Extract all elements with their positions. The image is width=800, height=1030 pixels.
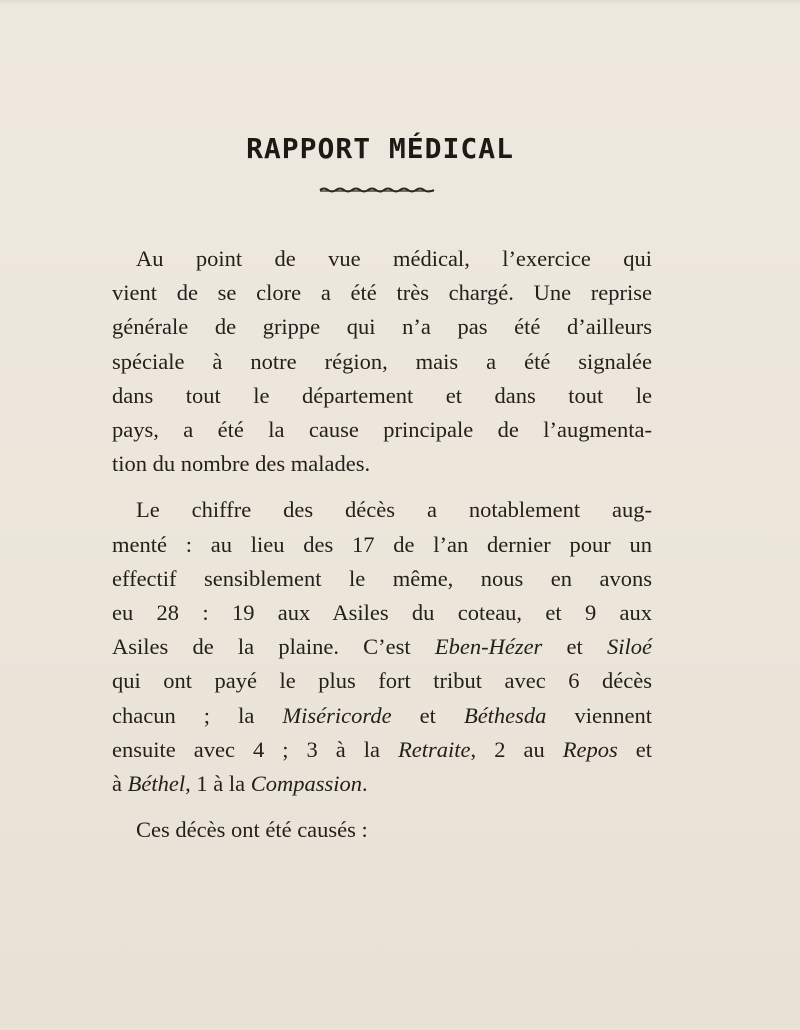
text-run: et bbox=[542, 634, 607, 660]
text-line: effectif sensiblement le même, nous en avons bbox=[112, 565, 652, 591]
text-line: qui ont payé le plus fort tribut avec 6 décès bbox=[112, 668, 652, 694]
text-line: tion du nombre des malades. bbox=[112, 451, 371, 477]
text-line: dans tout le département et dans tout le bbox=[112, 382, 652, 408]
paragraph-1 bbox=[112, 242, 652, 481]
place-name: Siloé bbox=[606, 634, 652, 660]
text-line bbox=[112, 630, 652, 664]
place-name: Miséricorde bbox=[282, 702, 392, 728]
place-name: Repos bbox=[562, 736, 618, 762]
body-text bbox=[112, 242, 652, 859]
page-edge-shadow bbox=[0, 0, 800, 6]
text-line: générale de grippe qui n’a pas été d’ailleurs bbox=[112, 314, 652, 340]
text-run: Asiles de la plaine. C’est bbox=[112, 634, 435, 660]
text-line bbox=[112, 699, 652, 733]
page-title: RAPPORT MÉDICAL bbox=[246, 132, 514, 165]
text-run: et bbox=[391, 702, 464, 728]
text-run: . bbox=[362, 771, 368, 797]
text-run: à bbox=[112, 771, 128, 797]
text-line: vient de se clore a été très chargé. Une reprise bbox=[112, 280, 652, 306]
text-run: viennent bbox=[546, 702, 652, 728]
text-run: , 2 au bbox=[470, 736, 563, 762]
text-run: chacun ; la bbox=[112, 702, 283, 728]
text-line: spéciale à notre région, mais a été signalée bbox=[112, 348, 652, 374]
text-run: et bbox=[617, 736, 652, 762]
place-name: Eben-Hézer bbox=[434, 634, 543, 660]
text-line: pays, a été la cause principale de l’augmenta- bbox=[112, 417, 652, 443]
place-name: Béthesda bbox=[463, 702, 547, 728]
text-line: Le chiffre des décès a notablement aug- bbox=[136, 497, 652, 523]
text-line bbox=[112, 733, 652, 767]
text-run: , 1 à la bbox=[185, 771, 251, 797]
text-line: eu 28 : 19 aux Asiles du coteau, et 9 aux bbox=[112, 600, 652, 626]
place-name: Compassion bbox=[250, 771, 362, 797]
text-line bbox=[112, 767, 652, 801]
text-line: menté : au lieu des 17 de l’an dernier pour un bbox=[112, 531, 652, 557]
text-line: Ces décès ont été causés : bbox=[136, 817, 368, 843]
paragraph-2 bbox=[112, 493, 652, 801]
text-run: ensuite avec 4 ; 3 à la bbox=[112, 736, 399, 762]
place-name: Béthel bbox=[127, 771, 186, 797]
title-ornament-rule bbox=[318, 184, 436, 194]
paragraph-3 bbox=[112, 813, 652, 847]
text-line: Au point de vue médical, l’exercice qui bbox=[136, 246, 652, 271]
place-name: Retraite bbox=[398, 736, 471, 762]
